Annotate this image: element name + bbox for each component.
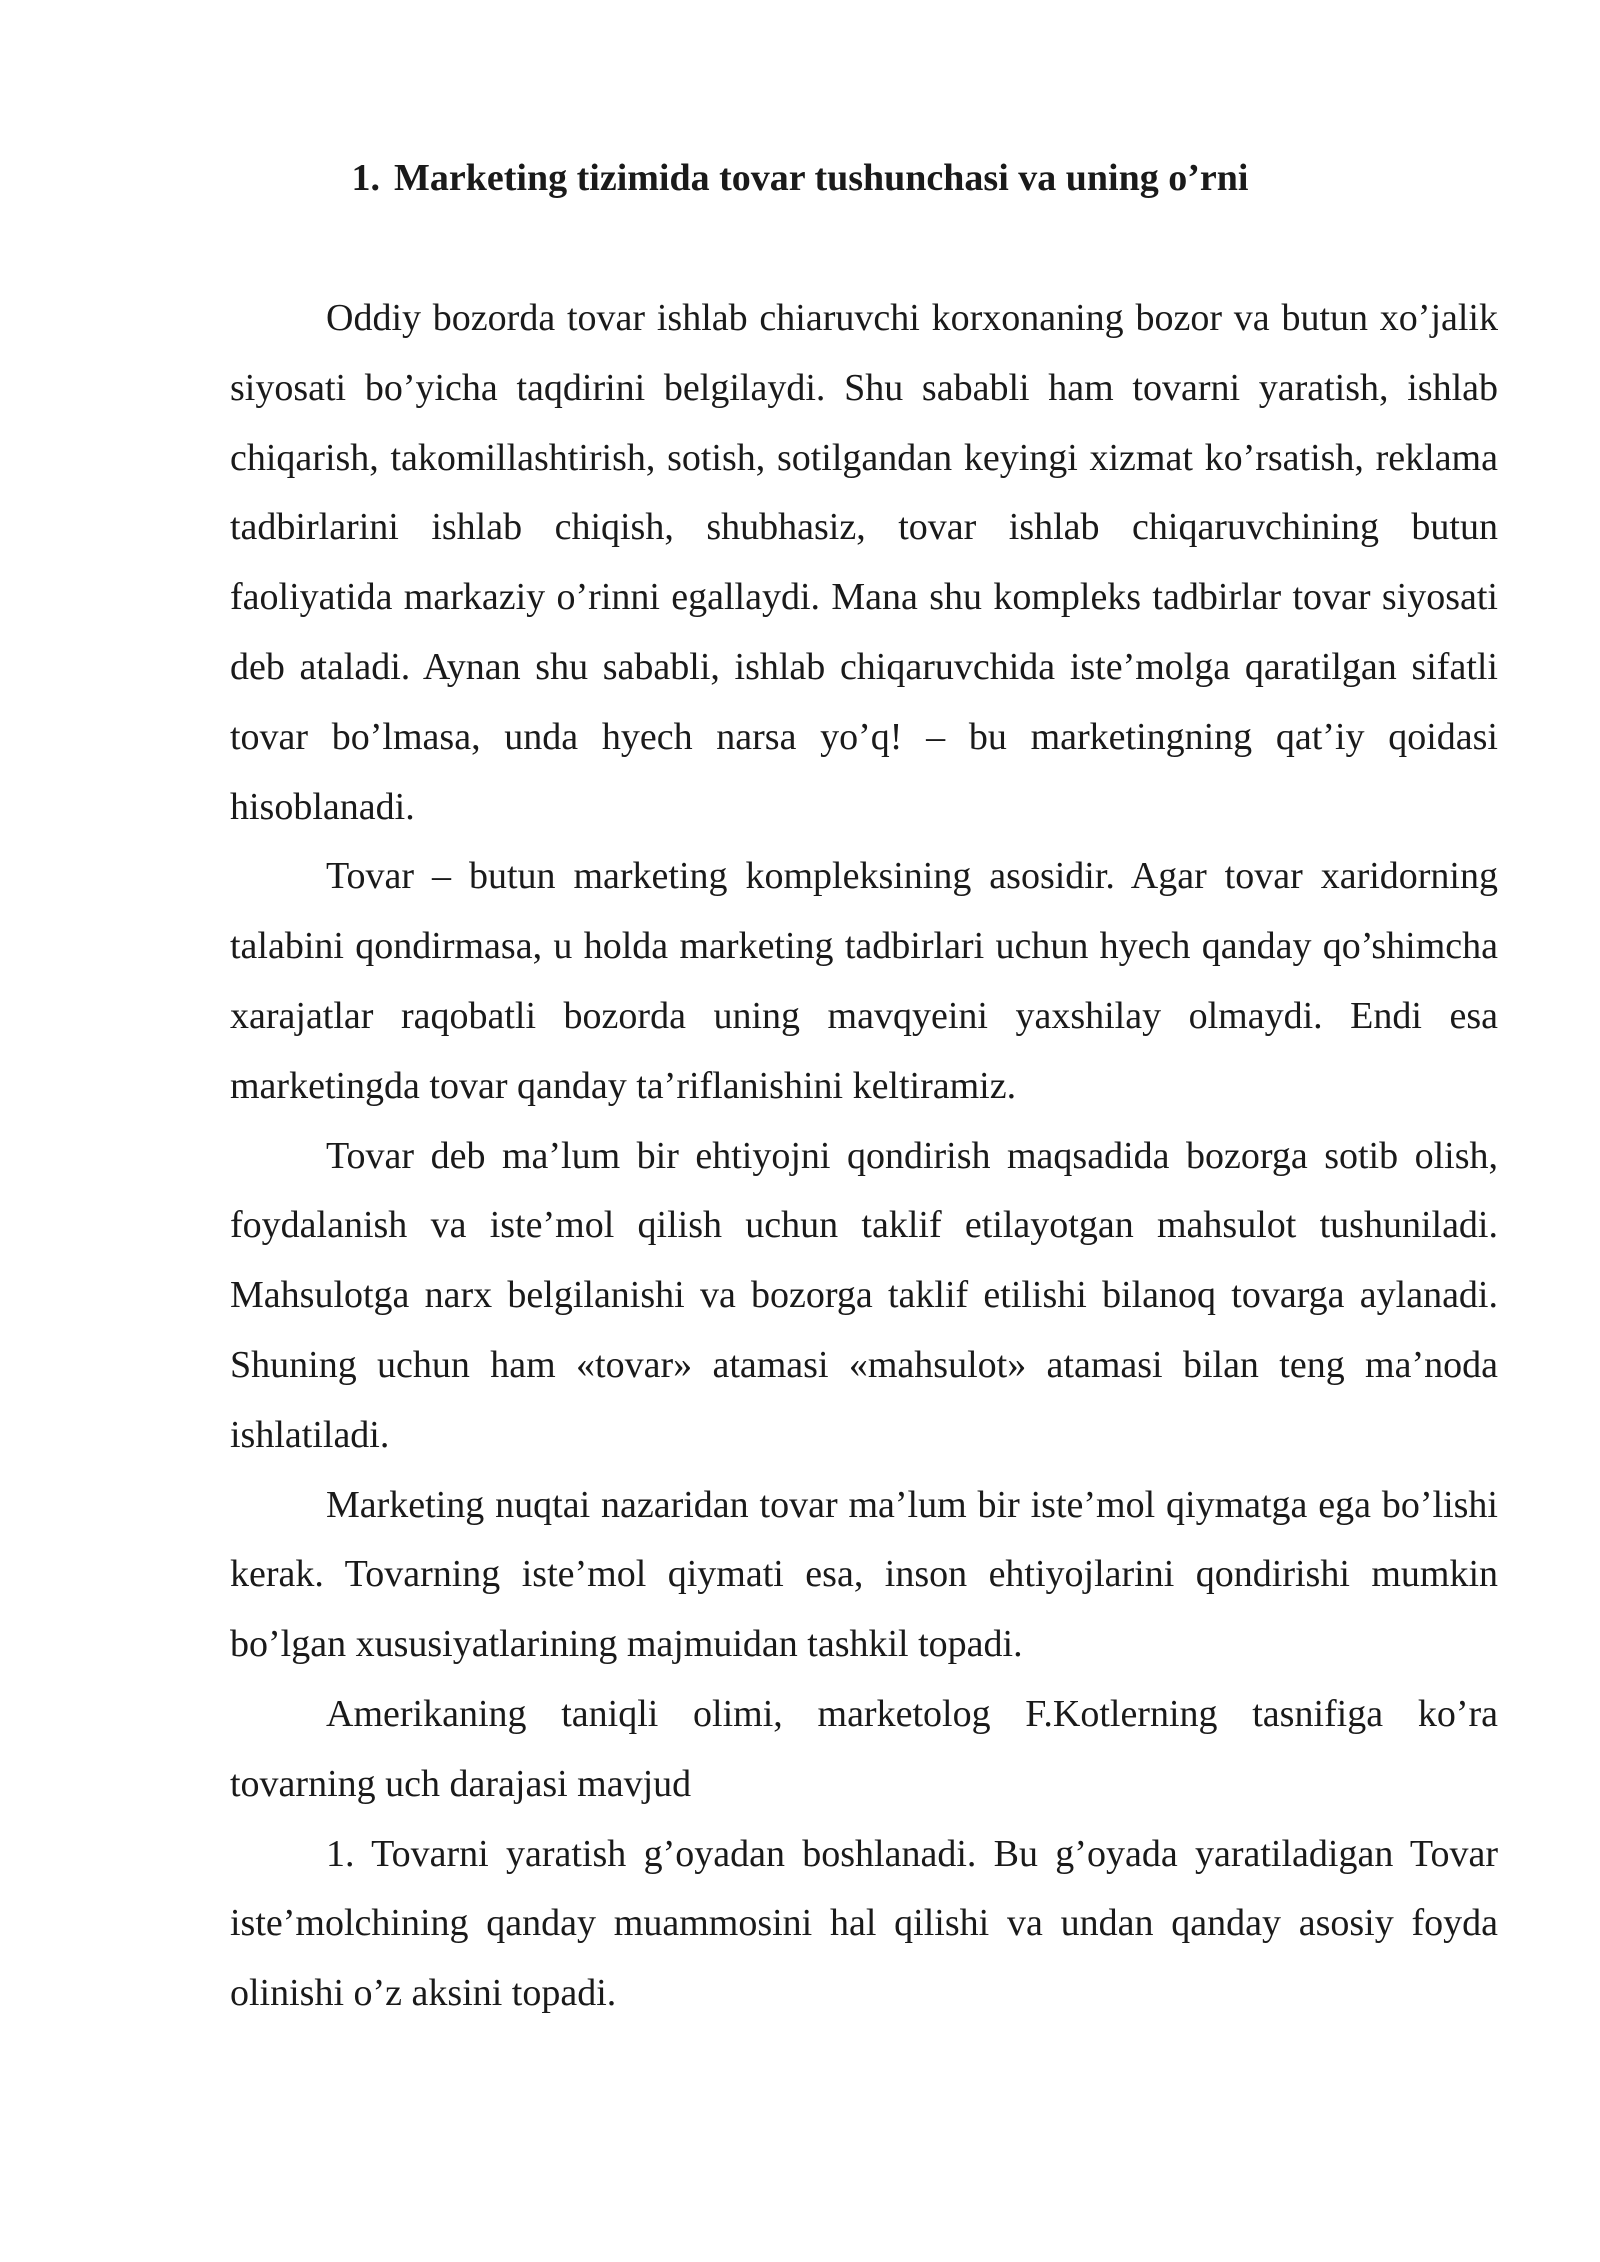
paragraph-1: Oddiy bozorda tovar ishlab chiaruvchi korxonaning bozor va butun xo’jalik siyosati bo’yicha taqdirini belgilaydi. Shu sababli ham tovarni yaratish, ishlab chiqarish, takomillashtirish, sotish, sotilgandan keyingi xizmat ko’rsatish, reklama tadbirlarini ishlab chiqish, shubhasiz, tovar ishlab chiqaruvchining butun faoliyatida markaziy o’rinni egallaydi. Mana shu kompleks tadbirlar tovar siyosati deb ataladi. Aynan shu sababli, ishlab chiqaruvchida iste’molga qaratilgan sifatli tovar bo’lmasa, unda hyech narsa yo’q! – bu marketingning qat’iy qoidasi hisoblanadi.	[230, 297, 1498, 828]
section-heading	[0, 150, 1600, 206]
section-title: Marketing tizimida tovar tushunchasi va uning o’rni	[394, 157, 1249, 199]
paragraph-4: Marketing nuqtai nazaridan tovar ma’lum bir iste’mol qiymatga ega bo’lishi kerak. Tovarning iste’mol qiymati esa, inson ehtiyojlarini qondirishi mumkin bo’lgan xususiyatlarining majmuidan tashkil topadi.	[230, 1483, 1498, 1666]
paragraph-6: 1. Tovarni yaratish g’oyadan boshlanadi. Bu g’oyada yaratiladigan Tovar iste’molchining qanday muammosini hal qilishi va undan qanday asosiy foyda olinishi o’z aksini topadi.	[230, 1832, 1498, 2015]
section-number: 1.	[351, 157, 381, 199]
paragraph-3: Tovar deb ma’lum bir ehtiyojni qondirish maqsadida bozorga sotib olish, foydalanish va iste’mol qilish uchun taklif etilayotgan mahsulot tushuniladi. Mahsulotga narx belgilanishi va bozorga taklif etilishi bilanoq tovarga aylanadi. Shuning uchun ham «tovar» atamasi «mahsulot» atamasi bilan teng ma’noda ishlatiladi.	[230, 1134, 1498, 1456]
paragraph-2: Tovar – butun marketing kompleksining asosidir. Agar tovar xaridorning talabini qondirmasa, u holda marketing tadbirlari uchun hyech qanday qo’shimcha xarajatlar raqobatli bozorda uning mavqyeini yaxshilay olmaydi. Endi esa marketingda tovar qanday ta’riflanishini keltiramiz.	[230, 855, 1498, 1107]
paragraph-5: Amerikaning taniqli olimi, marketolog F.Kotlerning tasnifiga ko’ra tovarning uch darajasi mavjud	[230, 1692, 1498, 1805]
body-text	[230, 284, 1498, 2029]
